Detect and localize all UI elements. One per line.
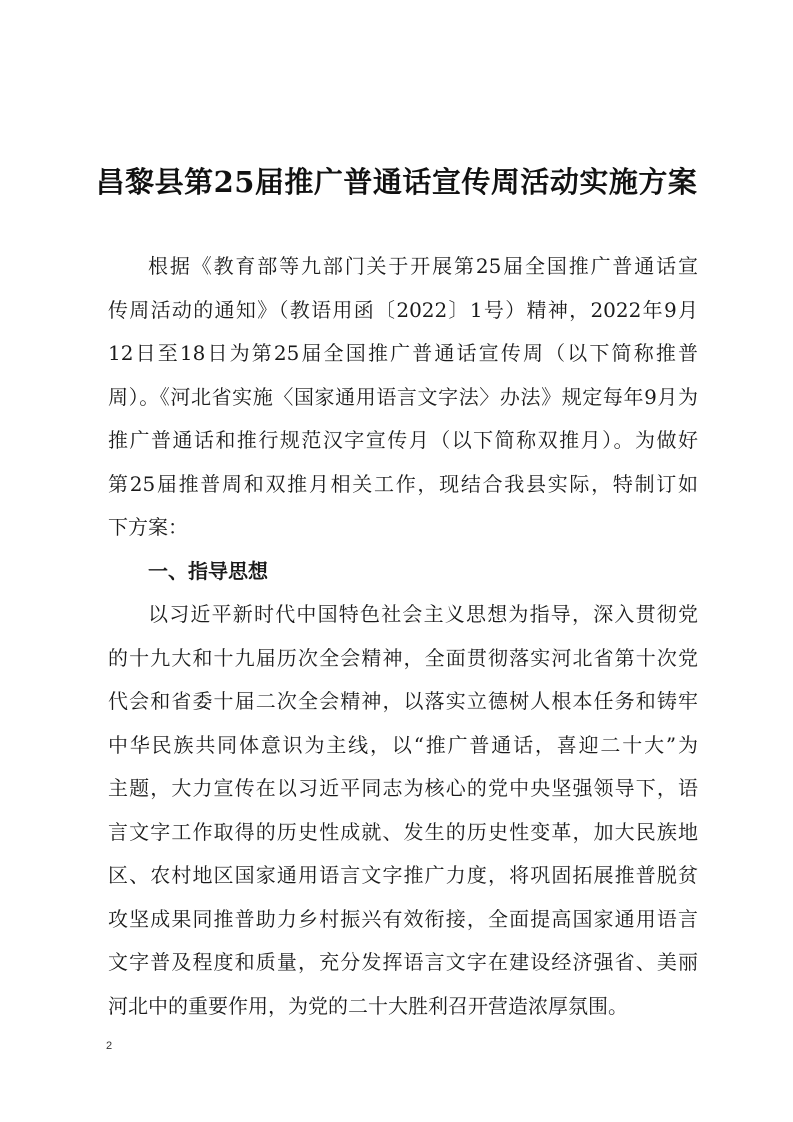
intro-line: 第25届推普周和双推月相关工作，现结合我县实际，特制订如	[108, 471, 698, 496]
intro-line: 根据《教育部等九部门关于开展第25届全国推广普通话宣	[148, 254, 698, 278]
intro-line: 12日至18日为第25届全国推广普通话宣传周（以下简称推普	[108, 341, 698, 365]
intro-line: 传周活动的通知》（教语用函〔2022〕1号）精神，2022年9月	[108, 297, 698, 322]
section-heading: 一、指导思想	[148, 558, 268, 583]
section-line: 区、农村地区国家通用语言文字推广力度，将巩固拓展推普脱贫	[108, 863, 698, 887]
section-line: 的十九大和十九届历次全会精神，全面贯彻落实河北省第十次党	[108, 645, 698, 670]
document-body	[108, 248, 698, 1031]
section-line: 以习近平新时代中国特色社会主义思想为指导，深入贯彻党	[148, 602, 698, 626]
intro-line: 下方案：	[108, 515, 188, 539]
section-line: 言文字工作取得的历史性成就、发生的历史性变革，加大民族地	[108, 819, 698, 844]
intro-line: 推广普通话和推行规范汉字宣传月（以下简称双推月）。为做好	[108, 428, 698, 452]
intro-line: 周）。《河北省实施〈国家通用语言文字法〉办法》规定每年9月为	[108, 384, 698, 409]
document-title: 昌黎县第25届推广普通话宣传周活动实施方案	[95, 165, 698, 199]
section-line: 攻坚成果同推普助力乡村振兴有效衔接，全面提高国家通用语言	[108, 906, 698, 931]
section-line: 河北中的重要作用，为党的二十大胜利召开营造浓厚氛围。	[108, 993, 628, 1018]
section-line: 主题，大力宣传在以习近平同志为核心的党中央坚强领导下，语	[108, 776, 698, 800]
section-line: 中华民族共同体意识为主线，以“推广普通话，喜迎二十大”为	[108, 732, 698, 757]
section-line: 代会和省委十届二次全会精神，以落实立德树人根本任务和铸牢	[108, 689, 698, 713]
section-line: 文字普及程度和质量，充分发挥语言文字在建设经济强省、美丽	[108, 950, 698, 974]
page-number: 2	[106, 1040, 113, 1052]
